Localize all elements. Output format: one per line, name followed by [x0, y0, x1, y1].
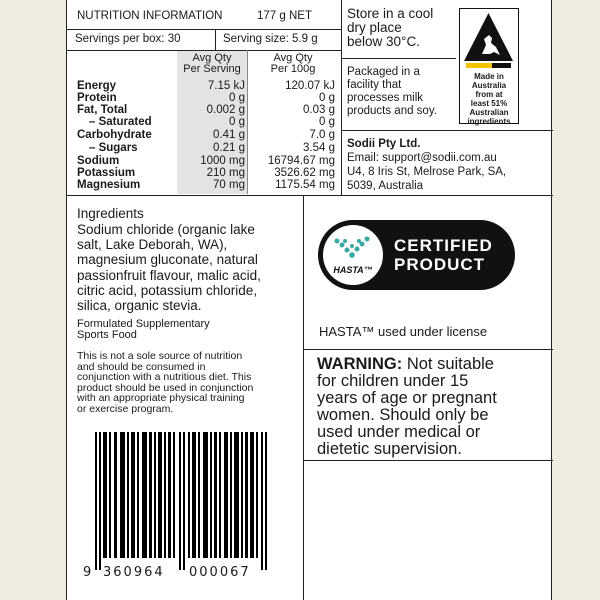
hasta-check-icon [333, 235, 373, 263]
food-category: Formulated Supplementary Sports Food [77, 318, 210, 341]
hasta-license-text: HASTA™ used under license [319, 324, 488, 339]
row-per100-sodium: 16794.67 mg [267, 155, 335, 167]
row-per100-saturated: 0 g [319, 116, 335, 128]
per-100g-header: Avg Qty Per 100g [270, 52, 316, 75]
row-per100-protein: 0 g [319, 92, 335, 104]
row-serving-potassium: 210 mg [206, 167, 245, 179]
row-name-saturated: – Saturated [89, 116, 152, 128]
net-weight: 177 g NET [257, 10, 312, 22]
nutrition-title: NUTRITION INFORMATION [77, 10, 223, 22]
row-per100-fat: 0.03 g [303, 104, 335, 116]
row-name-energy: Energy [77, 80, 116, 92]
barcode-digits-left: 360964 [103, 565, 165, 580]
row-name-protein: Protein [77, 92, 117, 104]
row-per100-potassium: 3526.62 mg [274, 167, 335, 179]
per-serving-header: Avg Qty Per Serving [183, 52, 241, 75]
servings-per-box: Servings per box: 30 [75, 33, 181, 45]
warning-statement: WARNING: Not suitable for children under 15 years of age or pregnant women. Should only be used under medical or dietetic supervision. [317, 355, 497, 458]
row-serving-sodium: 1000 mg [200, 155, 245, 167]
row-serving-sugars: 0.21 g [213, 142, 245, 154]
certified-product-text: CERTIFIED PRODUCT [394, 236, 493, 274]
row-name-potassium: Potassium [77, 167, 136, 179]
ingredients-list: Sodium chloride (organic lake salt, Lake Deborah, WA), magnesium gluconate, natural passionfruit flavour, malic acid, citric acid, potassium chloride, silica, organic stevia. [77, 222, 261, 314]
row-name-sodium: Sodium [77, 155, 120, 167]
row-name-sugars: – Sugars [89, 142, 138, 154]
row-serving-fat: 0.002 g [206, 104, 245, 116]
allergen-statement: Packaged in a facility that processes milk products and soy. [347, 66, 437, 117]
storage-instructions: Store in a cool dry place below 30°C. [347, 6, 434, 49]
row-per100-carbohydrate: 7.0 g [309, 129, 335, 141]
row-name-magnesium: Magnesium [77, 179, 141, 191]
ingredients-heading: Ingredients [77, 206, 144, 221]
product-label [66, 0, 552, 600]
row-serving-magnesium: 70 mg [213, 179, 245, 191]
hasta-certified-badge [318, 220, 515, 290]
barcode [95, 432, 275, 570]
row-serving-carbohydrate: 0.41 g [213, 129, 245, 141]
hasta-brand-text: HASTA™ [333, 265, 373, 275]
kangaroo-triangle-icon [460, 9, 517, 69]
hasta-logo [323, 225, 383, 285]
barcode-digits-right: 000067 [189, 565, 251, 580]
row-name-fat: Fat, Total [77, 104, 128, 116]
serving-size: Serving size: 5.9 g [223, 33, 318, 45]
made-in-australia-logo: Made in Australia from at least 51% Australian ingredients [459, 8, 519, 124]
row-per100-sugars: 3.54 g [303, 142, 335, 154]
row-per100-magnesium: 1175.54 mg [275, 179, 335, 191]
row-serving-saturated: 0 g [229, 116, 245, 128]
row-per100-energy: 120.07 kJ [285, 80, 335, 92]
row-serving-energy: 7.15 kJ [207, 80, 245, 92]
company-details: Sodii Pty Ltd. Email: support@sodii.com.au U4, 8 Iris St, Melrose Park, SA, 5039, Australia [347, 138, 507, 192]
row-serving-protein: 0 g [229, 92, 245, 104]
barcode-digit-first: 9 [83, 565, 92, 580]
row-name-carbohydrate: Carbohydrate [77, 129, 152, 141]
nutrition-disclaimer: This is not a sole source of nutrition and should be consumed in conjunction with a nutritious diet. This product should be used in conjunction with an appropriate physical training or exercise program. [77, 350, 254, 415]
